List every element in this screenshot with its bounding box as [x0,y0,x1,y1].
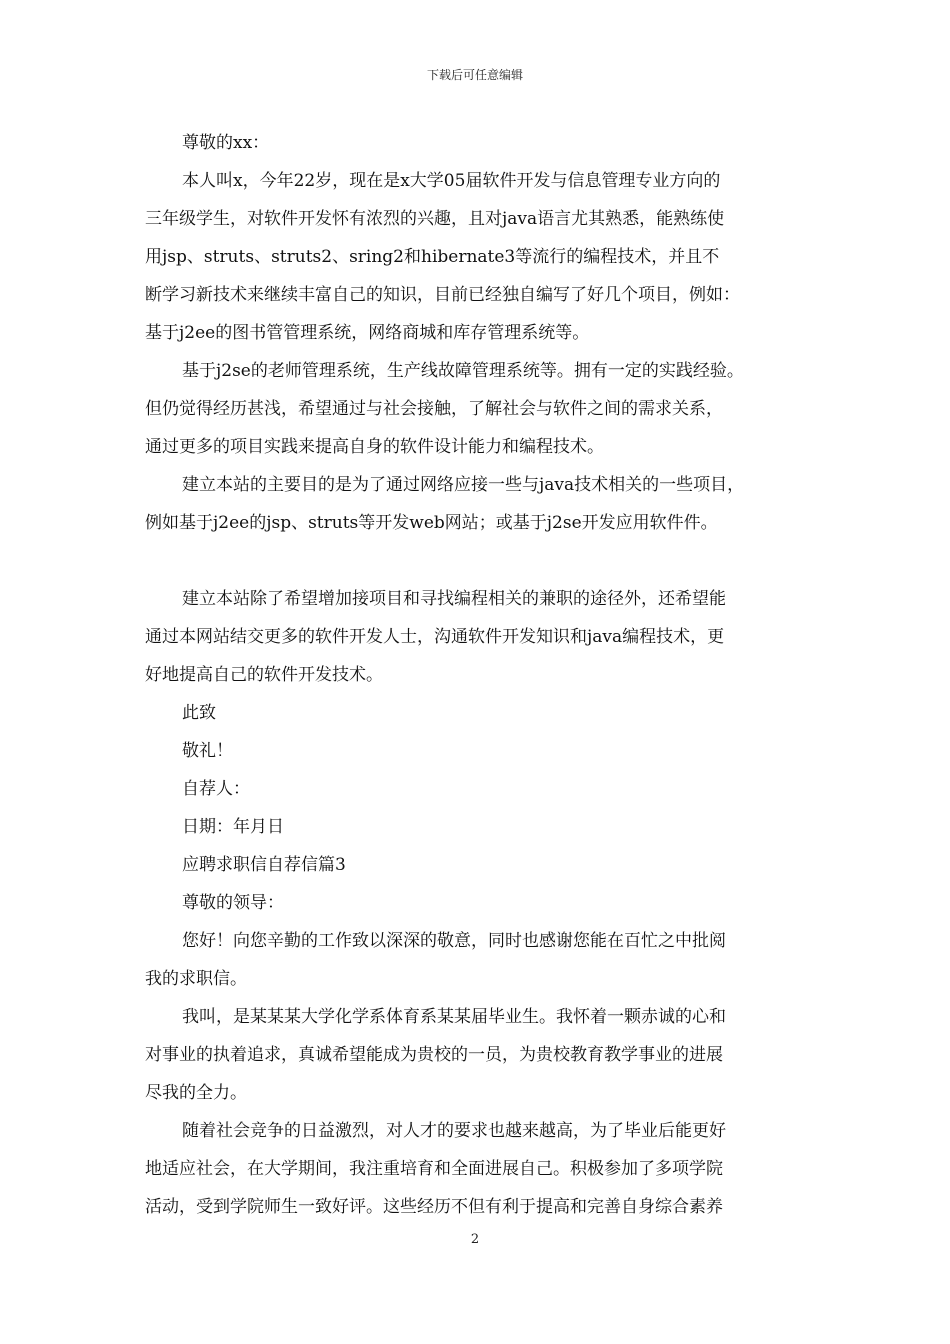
paragraph-line: 基于j2se的老师管理系统，生产线故障管理系统等。拥有一定的实践经验。 [182,361,744,381]
paragraph-line: 用jsp、struts、struts2、sring2和hibernate3等流行的编程技术，并且不 [145,247,720,267]
greeting-line: 尊敬的xx： [182,133,270,153]
paragraph-line: 尽我的全力。 [145,1083,247,1103]
paragraph-line: 我的求职信。 [145,969,247,989]
paragraph-line: 本人叫x，今年22岁，现在是x大学05届软件开发与信息管理专业方向的 [182,171,721,191]
page-header: 下载后可任意编辑 [426,68,523,82]
paragraph-line: 随着社会竞争的日益激烈，对人才的要求也越来越高，为了毕业后能更好 [182,1121,726,1141]
closing-line: 此致 [182,703,216,723]
paragraph-line: 三年级学生，对软件开发怀有浓烈的兴趣，且对java语言尤其熟悉，能熟练使 [145,209,725,229]
blank-line [145,542,825,580]
paragraph-line: 例如基于j2ee的jsp、struts等开发web网站；或基于j2se开发应用软件件。 [145,513,718,533]
paragraph-line: 建立本站的主要目的是为了通过网络应接一些与java技术相关的一些项目， [182,475,745,495]
paragraph-line: 通过本网站结交更多的软件开发人士，沟通软件开发知识和java编程技术，更 [145,627,725,647]
paragraph-line: 断学习新技术来继续丰富自己的知识，目前已经独自编写了好几个项目，例如： [145,285,740,305]
paragraph-line: 通过更多的项目实践来提高自身的软件设计能力和编程技术。 [145,437,604,457]
page-number: 2 [470,1232,480,1247]
paragraph-line: 基于j2ee的图书管管理系统，网络商城和库存管理系统等。 [145,323,590,343]
paragraph-line: 活动，受到学院师生一致好评。这些经历不但有利于提高和完善自身综合素养 [145,1197,723,1217]
signature-line: 自荐人： [182,779,250,799]
paragraph-line: 地适应社会，在大学期间，我注重培育和全面进展自己。积极参加了多项学院 [145,1159,723,1179]
paragraph-line: 但仍觉得经历甚浅，希望通过与社会接触，了解社会与软件之间的需求关系， [145,399,723,419]
greeting-line: 尊敬的领导： [182,893,284,913]
closing-line: 敬礼！ [182,741,233,761]
date-line: 日期：年月日 [182,817,284,837]
paragraph-line: 您好！向您辛勤的工作致以深深的敬意，同时也感谢您能在百忙之中批阅 [182,931,726,951]
paragraph-line: 建立本站除了希望增加接项目和寻找编程相关的兼职的途径外，还希望能 [182,589,726,609]
paragraph-line: 我叫，是某某某大学化学系体育系某某届毕业生。我怀着一颗赤诚的心和 [182,1007,726,1027]
letter-body [145,124,825,1226]
paragraph-line: 好地提高自己的软件开发技术。 [145,665,383,685]
paragraph-line: 对事业的执着追求，真诚希望能成为贵校的一员，为贵校教育教学事业的进展 [145,1045,723,1065]
section-title: 应聘求职信自荐信篇3 [182,855,346,875]
